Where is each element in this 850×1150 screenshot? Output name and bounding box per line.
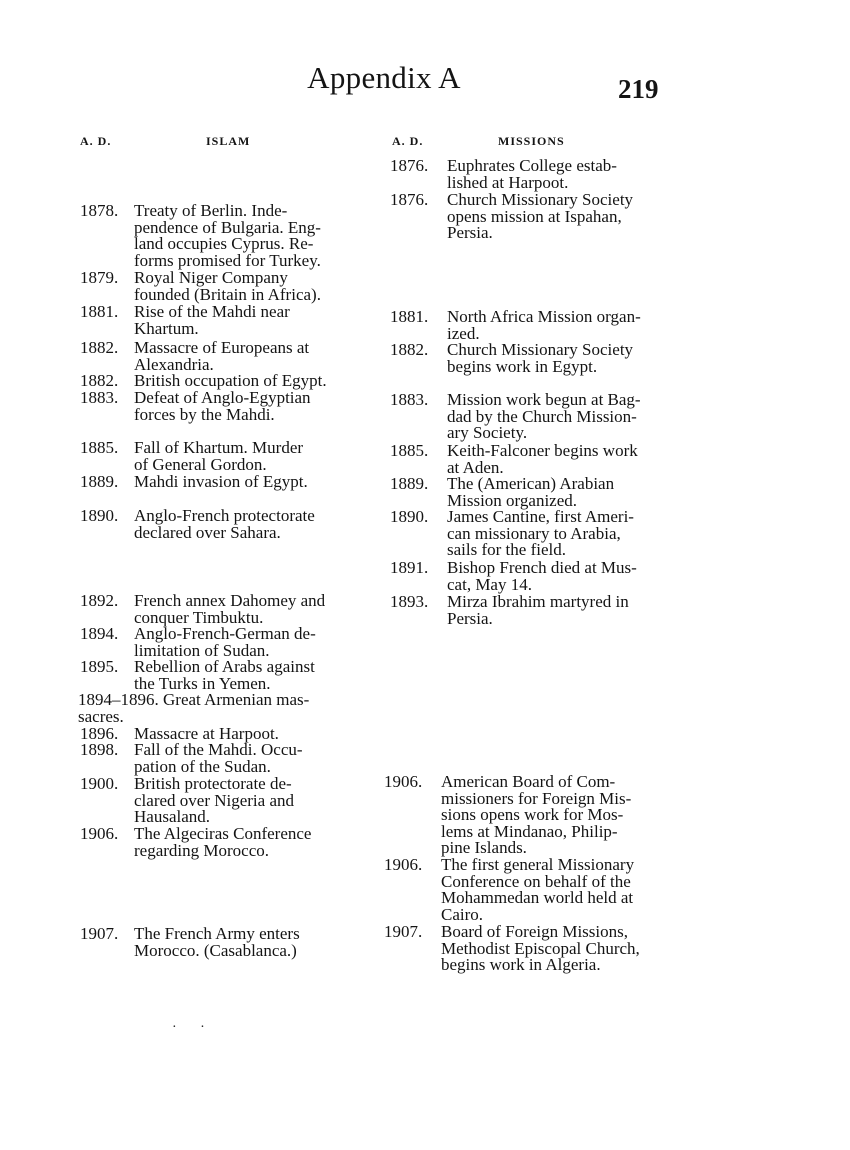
islam-entry <box>80 508 376 541</box>
entry-text: British occupation of Egypt. <box>134 371 327 390</box>
entry-text: The French Army enters Morocco. (Casablanca.) <box>134 924 300 960</box>
left-ad-label: A. D. <box>80 134 112 148</box>
entry-text: Royal Niger Company founded (Britain in Africa). <box>134 268 321 304</box>
missions-entry <box>390 509 678 559</box>
entry-year: 1894. <box>80 624 119 643</box>
entry-year: 1883. <box>390 390 429 409</box>
entry-text: Massacre at Harpoot. <box>134 724 279 743</box>
entry-year: 1894–1896. <box>78 690 159 709</box>
entry-text: North Africa Mission organ- ized. <box>447 307 641 343</box>
print-specks: · · <box>172 1020 215 1035</box>
entry-year: 1889. <box>390 474 429 493</box>
entry-text: James Cantine, first Ameri- can missionary to Arabia, sails for the field. <box>447 507 634 559</box>
entry-year: 1893. <box>390 592 429 611</box>
entry-year: 1881. <box>80 302 119 321</box>
entry-text: Board of Foreign Missions, Methodist Episcopal Church, begins work in Algeria. <box>441 922 640 974</box>
missions-entry <box>390 342 678 375</box>
entry-text: Anglo-French protectorate declared over Sahara. <box>134 506 315 542</box>
missions-entry <box>390 443 678 476</box>
entry-year: 1900. <box>80 774 119 793</box>
right-ad-label: A. D. <box>392 134 424 148</box>
entry-year: 1882. <box>80 371 119 390</box>
islam-heading: ISLAM <box>206 134 251 148</box>
page-title: Appendix A <box>307 60 461 95</box>
entry-text: French annex Dahomey and conquer Timbuktu. <box>134 591 326 627</box>
entry-text: The Algeciras Conference regarding Morocco. <box>134 824 312 860</box>
missions-entry <box>390 594 678 627</box>
islam-entry <box>80 474 376 491</box>
entry-year: 1885. <box>80 438 119 457</box>
islam-entry <box>80 390 376 423</box>
entry-text: Fall of Khartum. Murder of General Gordon. <box>134 438 304 474</box>
entry-text: Rise of the Mahdi near Khartum. <box>134 302 290 338</box>
entry-year: 1889. <box>80 472 119 491</box>
entry-text: Mission work begun at Bag- dad by the Church Mission- ary Society. <box>447 390 641 442</box>
entry-year: 1881. <box>390 307 429 326</box>
entry-year: 1876. <box>390 190 429 209</box>
page-number: 219 <box>618 74 659 104</box>
entry-year: 1907. <box>384 922 423 941</box>
entry-text: Mahdi invasion of Egypt. <box>134 472 308 491</box>
islam-entry <box>80 304 376 337</box>
islam-entry <box>80 626 376 659</box>
entry-text: Massacre of Europeans at Alexandria. <box>134 338 310 374</box>
entry-year: 1882. <box>80 338 119 357</box>
entry-year: 1906. <box>384 855 423 874</box>
entry-text: Bishop French died at Mus- cat, May 14. <box>447 558 637 594</box>
entry-text: Rebellion of Arabs against the Turks in Yemen. <box>134 657 315 693</box>
missions-entry <box>390 158 678 191</box>
entry-text: British protectorate de- clared over Nigeria and Hausaland. <box>134 774 294 826</box>
islam-entry <box>80 742 376 775</box>
entry-year: 1890. <box>80 506 119 525</box>
islam-entry <box>80 440 376 473</box>
entry-year: 1876. <box>390 156 429 175</box>
entry-year: 1906. <box>384 772 423 791</box>
missions-entry <box>384 924 678 974</box>
entry-year: 1898. <box>80 740 119 759</box>
missions-entry <box>390 476 678 509</box>
islam-entry <box>78 692 376 725</box>
missions-heading: MISSIONS <box>498 134 565 148</box>
entry-year: 1885. <box>390 441 429 460</box>
entry-text: Anglo-French-German de- limitation of Sudan. <box>134 624 316 660</box>
entry-year: 1896. <box>80 724 119 743</box>
entry-year: 1883. <box>80 388 119 407</box>
missions-entry <box>390 192 678 242</box>
islam-entry <box>80 203 376 269</box>
islam-entry <box>80 776 376 826</box>
entry-text: Treaty of Berlin. Inde- pendence of Bulgaria. Eng- land occupies Cyprus. Re- forms promised for Turkey. <box>134 201 321 270</box>
entry-text: Keith-Falconer begins work at Aden. <box>447 441 638 477</box>
entry-year: 1892. <box>80 591 119 610</box>
entry-text: Church Missionary Society opens mission at Ispahan, Persia. <box>447 190 634 242</box>
entry-text: The first general Missionary Conference on behalf of the Mohammedan world held at Cairo. <box>441 855 635 924</box>
entry-year: 1882. <box>390 340 429 359</box>
missions-entry <box>390 309 678 342</box>
entry-text: Church Missionary Society begins work in Egypt. <box>447 340 634 376</box>
entry-year: 1891. <box>390 558 429 577</box>
entry-year: 1878. <box>80 201 119 220</box>
entry-year: 1906. <box>80 824 119 843</box>
entry-text: Great Armenian mas- sacres. <box>78 690 310 726</box>
missions-entry <box>384 857 678 923</box>
entry-text: Euphrates College estab- lished at Harpoot. <box>447 156 617 192</box>
missions-entry <box>390 392 678 442</box>
entry-text: American Board of Com- missioners for Foreign Mis- sions opens work for Mos- lems at Mindanao, Philip- pine Islands. <box>441 772 632 857</box>
islam-entry <box>80 926 376 959</box>
missions-entry <box>384 774 678 857</box>
entry-text: Mirza Ibrahim martyred in Persia. <box>447 592 629 628</box>
islam-entry <box>80 270 376 303</box>
islam-entry <box>80 593 376 626</box>
missions-entry <box>390 560 678 593</box>
entry-text: Fall of the Mahdi. Occu- pation of the Sudan. <box>134 740 303 776</box>
islam-entry <box>80 826 376 859</box>
entry-year: 1879. <box>80 268 119 287</box>
entry-year: 1890. <box>390 507 429 526</box>
entry-text: Defeat of Anglo-Egyptian forces by the Mahdi. <box>134 388 311 424</box>
islam-entry <box>80 340 376 373</box>
entry-year: 1907. <box>80 924 119 943</box>
entry-year: 1895. <box>80 657 119 676</box>
islam-entry <box>80 659 376 692</box>
entry-text: The (American) Arabian Mission organized. <box>447 474 615 510</box>
